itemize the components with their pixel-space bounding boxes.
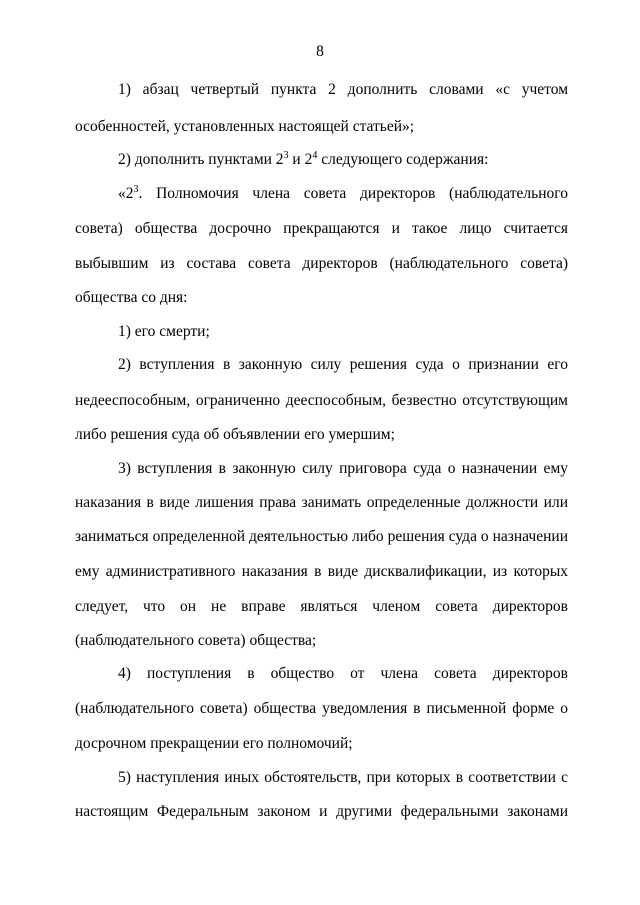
text-line bbox=[118, 150, 568, 170]
text-line: общества со дня: bbox=[75, 289, 188, 306]
text-fragment: «2 bbox=[118, 185, 134, 202]
text-fragment: и 2 bbox=[288, 151, 313, 168]
text-line: настоящим Федеральным законом и другими федеральными законами bbox=[75, 803, 568, 820]
text-line: наказания в виде лишения права занимать определенные должности или bbox=[75, 494, 568, 511]
page-number: 8 bbox=[316, 43, 324, 60]
text-line: 4) поступления в общество от члена совета директоров bbox=[118, 665, 568, 682]
superscript: 4 bbox=[312, 149, 318, 161]
text-line bbox=[118, 184, 568, 204]
text-line: ему административного наказания в виде дисквалификации, из которых bbox=[75, 563, 568, 580]
text-line: досрочном прекращении его полномочий; bbox=[75, 735, 353, 752]
text-line: особенностей, установленных настоящей статьей»; bbox=[75, 118, 415, 135]
text-line: 2) вступления в законную силу решения суда о признании его bbox=[118, 356, 568, 373]
text-line: либо решения суда об объявлении его умершим; bbox=[75, 426, 395, 443]
text-line: (наблюдательного совета) общества; bbox=[75, 632, 317, 649]
text-fragment: . Полномочия члена совета директоров (наблюдательного bbox=[138, 185, 568, 202]
text-line: (наблюдательного совета) общества уведомления в письменной форме о bbox=[75, 700, 568, 717]
text-line: 3) вступления в законную силу приговора суда о назначении ему bbox=[118, 460, 568, 477]
text-fragment bbox=[118, 184, 139, 204]
text-line: недееспособным, ограниченно дееспособным, безвестно отсутствующим bbox=[75, 392, 568, 409]
superscript: 3 bbox=[283, 149, 289, 161]
text-line: выбывшим из состава совета директоров (наблюдательного совета) bbox=[75, 255, 568, 272]
text-line: совета) общества досрочно прекращаются и такое лицо считается bbox=[75, 220, 568, 237]
text-line: следует, что он не вправе являться членом совета директоров bbox=[75, 598, 568, 615]
text-line: 5) наступления иных обстоятельств, при которых в соответствии с bbox=[118, 769, 568, 786]
superscript: 3 bbox=[133, 183, 139, 195]
text-line: 1) абзац четвертый пункта 2 дополнить словами «с учетом bbox=[118, 81, 568, 98]
text-fragment: следующего содержания: bbox=[317, 151, 489, 168]
text-fragment: 2) дополнить пунктами 2 bbox=[118, 151, 284, 168]
text-line: заниматься определенной деятельностью либо решения суда о назначении bbox=[75, 528, 568, 545]
text-line: 1) его смерти; bbox=[118, 323, 210, 340]
